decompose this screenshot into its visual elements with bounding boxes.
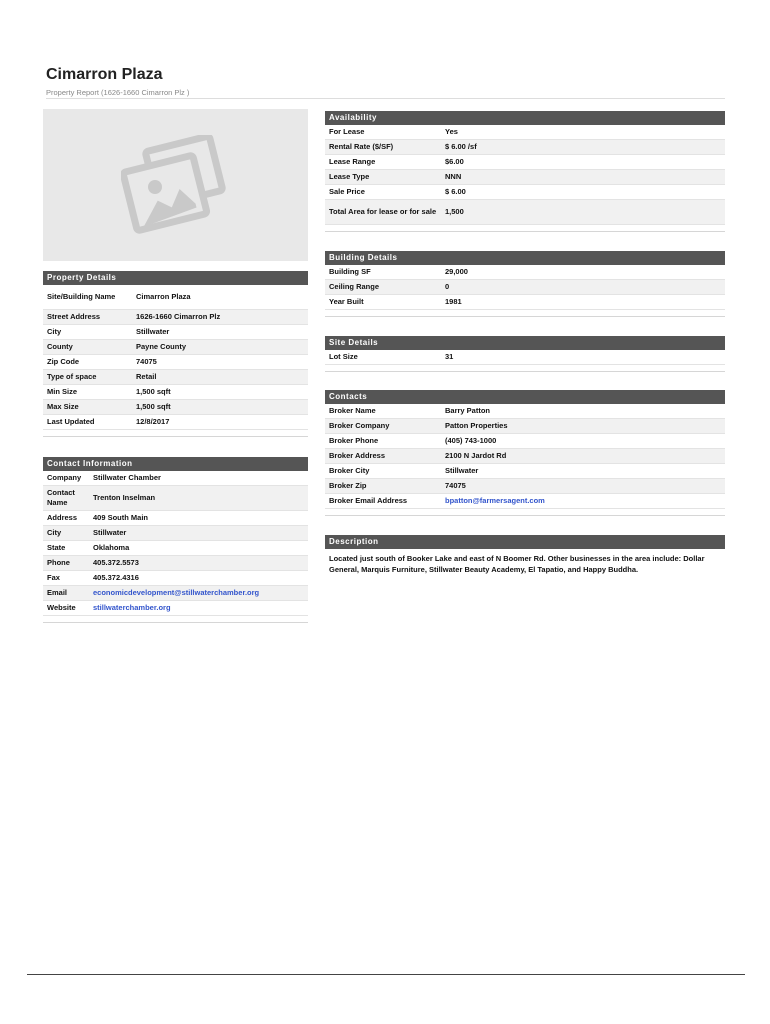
row-label: Broker Company	[329, 421, 390, 430]
row-value: $6.00	[445, 157, 464, 166]
row-label: Broker City	[329, 466, 370, 475]
row-label: Min Size	[47, 387, 78, 396]
site-details-heading: Site Details	[325, 336, 725, 350]
row-label: Site/Building Name	[47, 292, 116, 301]
property-details-section	[43, 271, 308, 437]
row-value: Yes	[445, 127, 458, 136]
row-label: Broker Name	[329, 406, 376, 415]
row-label: Zip Code	[47, 357, 80, 366]
building-row-year	[325, 295, 725, 310]
row-value: Payne County	[136, 342, 187, 351]
building-details-heading: Building Details	[325, 251, 725, 265]
row-value: Stillwater	[136, 327, 170, 336]
row-value: $ 6.00 /sf	[445, 142, 477, 151]
broker-row-zip	[325, 479, 725, 494]
row-value: 74075	[445, 481, 466, 490]
row-value: $ 6.00	[445, 187, 466, 196]
row-label: Lot Size	[329, 352, 358, 361]
property-row-city	[43, 325, 308, 340]
row-value: Oklahoma	[93, 543, 130, 552]
row-label: Building SF	[329, 267, 371, 276]
row-value: Patton Properties	[445, 421, 508, 430]
contact-information-section	[43, 457, 308, 623]
broker-row-city	[325, 464, 725, 479]
email-link[interactable]: economicdevelopment@stillwaterchamber.org	[93, 588, 260, 597]
page-title: Cimarron Plaza	[46, 66, 163, 83]
row-label: Total Area for lease or for sale	[329, 207, 437, 216]
row-label: Rental Rate ($/SF)	[329, 142, 394, 151]
row-value: (405) 743-1000	[445, 436, 497, 445]
contact-row-name	[43, 486, 308, 511]
row-label: Street Address	[47, 312, 101, 321]
row-value: 29,000	[445, 267, 468, 276]
availability-row-for-lease	[325, 125, 725, 140]
property-row-zip	[43, 355, 308, 370]
description-heading: Description	[325, 535, 725, 549]
title-divider	[46, 98, 725, 99]
row-label: State	[47, 543, 66, 552]
row-label: Type of space	[47, 372, 97, 381]
row-label: Lease Range	[329, 157, 376, 166]
row-label: County	[47, 342, 73, 351]
availability-row-lease-range	[325, 155, 725, 170]
row-value: Stillwater	[93, 528, 127, 537]
broker-row-email	[325, 494, 725, 509]
row-label: Address	[47, 513, 78, 522]
row-label: Broker Address	[329, 451, 385, 460]
row-label: Email	[47, 588, 68, 597]
row-value: 1,500 sqft	[136, 387, 171, 396]
row-value: 12/8/2017	[136, 417, 170, 426]
row-label: Company	[47, 473, 82, 482]
property-row-address	[43, 310, 308, 325]
row-value: 1981	[445, 297, 462, 306]
page-subtitle: Property Report (1626-1660 Cimarron Plz )	[46, 88, 190, 97]
property-photo-placeholder	[43, 109, 308, 261]
availability-row-sale-price	[325, 185, 725, 200]
row-label: Ceiling Range	[329, 282, 380, 291]
row-label: Lease Type	[329, 172, 370, 181]
row-label: Broker Zip	[329, 481, 367, 490]
row-value: 2100 N Jardot Rd	[445, 451, 507, 460]
row-label: City	[47, 327, 62, 336]
availability-heading: Availability	[325, 111, 725, 125]
property-details-heading: Property Details	[43, 271, 308, 285]
row-label: Website	[47, 603, 76, 612]
contact-row-state	[43, 541, 308, 556]
row-label: Broker Phone	[329, 436, 379, 445]
row-label: Sale Price	[329, 187, 365, 196]
row-label: Broker Email Address	[329, 496, 408, 505]
contact-information-heading: Contact Information	[43, 457, 308, 471]
row-value: 409 South Main	[93, 513, 149, 522]
description-section	[325, 535, 725, 575]
broker-row-company	[325, 419, 725, 434]
contacts-section	[325, 390, 725, 516]
contact-row-city	[43, 526, 308, 541]
row-label: City	[47, 528, 62, 537]
property-row-updated	[43, 415, 308, 430]
property-row-max-size	[43, 400, 308, 415]
contact-row-email	[43, 586, 308, 601]
property-row-type	[43, 370, 308, 385]
image-placeholder-icon	[121, 135, 231, 235]
row-value: Barry Patton	[445, 406, 491, 415]
broker-row-address	[325, 449, 725, 464]
property-row-min-size	[43, 385, 308, 400]
row-label: Contact Name	[47, 488, 75, 507]
footer-divider	[27, 974, 745, 975]
row-value: 1626-1660 Cimarron Plz	[136, 312, 221, 321]
row-label: For Lease	[329, 127, 365, 136]
row-value: 405.372.5573	[93, 558, 139, 567]
contact-row-address	[43, 511, 308, 526]
row-value: NNN	[445, 172, 462, 181]
broker-email-link[interactable]: bpatton@farmersagent.com	[445, 496, 545, 505]
website-link[interactable]: stillwaterchamber.org	[93, 603, 171, 612]
contact-row-website	[43, 601, 308, 616]
site-details-section	[325, 336, 725, 372]
building-row-sf	[325, 265, 725, 280]
building-details-section	[325, 251, 725, 317]
broker-row-phone	[325, 434, 725, 449]
contact-row-company	[43, 471, 308, 486]
row-value: 74075	[136, 357, 157, 366]
row-value: 0	[445, 282, 450, 291]
row-value: 1,500 sqft	[136, 402, 171, 411]
row-value: Trenton Inselman	[93, 493, 156, 502]
row-value: 31	[445, 352, 454, 361]
row-value: 1,500	[445, 207, 464, 216]
row-label: Fax	[47, 573, 60, 582]
availability-row-total-area	[325, 200, 725, 225]
description-text: Located just south of Booker Lake and east of N Boomer Rd. Other businesses in the area include: Dollar General, Marquis Furniture, Stillwater Beauty Academy, El Tapatio, and Happy Buddha.	[329, 554, 705, 574]
availability-section	[325, 111, 725, 232]
row-label: Max Size	[47, 402, 79, 411]
broker-row-name	[325, 404, 725, 419]
row-label: Last Updated	[47, 417, 95, 426]
contacts-heading: Contacts	[325, 390, 725, 404]
row-value: Retail	[136, 372, 157, 381]
contact-row-phone	[43, 556, 308, 571]
row-label: Year Built	[329, 297, 364, 306]
row-value: 405.372.4316	[93, 573, 139, 582]
property-row-county	[43, 340, 308, 355]
availability-row-lease-type	[325, 170, 725, 185]
property-row-name	[43, 285, 308, 310]
availability-row-rental-rate	[325, 140, 725, 155]
row-value: Cimarron Plaza	[136, 292, 191, 301]
row-value: Stillwater Chamber	[93, 473, 161, 482]
row-label: Phone	[47, 558, 70, 567]
building-row-ceiling	[325, 280, 725, 295]
row-value: Stillwater	[445, 466, 479, 475]
contact-row-fax	[43, 571, 308, 586]
site-row-lot-size	[325, 350, 725, 365]
